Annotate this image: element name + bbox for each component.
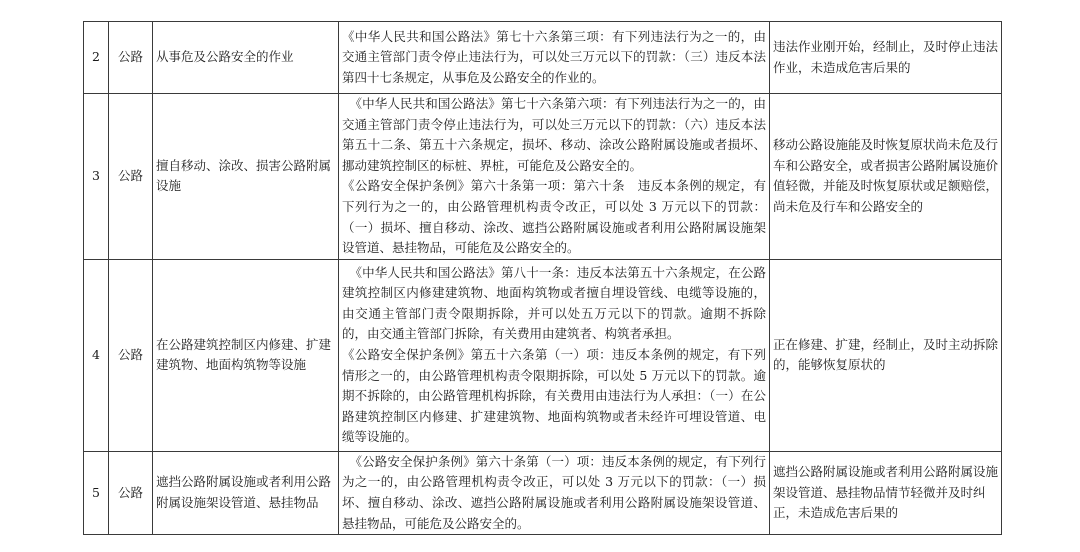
violation-item-cell: 擅自移动、涂改、损害公路附属设施 — [153, 94, 339, 260]
exemption-condition-cell: 正在修建、扩建，经制止，及时主动拆除的，能够恢复原状的 — [770, 259, 1002, 451]
legal-basis-paragraph: 《中华人民共和国公路法》第七十六条第六项：有下列违法行为之一的，由交通主管部门责令停止违法行为，可以处三万元以下的罚款：（六）违反本法第五十二条、第五十六条规定，损坏、移动、涂改公路附属设施或者损坏、挪动建筑控制区的标桩、界桩，可能危及公路安全的。 — [342, 96, 766, 173]
legal-basis-paragraph: 《中华人民共和国公路法》第八十一条：违反本法第五十六条规定，在公路建筑控制区内修建建筑物、地面构筑物或者擅自埋设管线、电缆等设施的，由交通主管部门责令限期拆除，并可以处五万元以下的罚款。逾期不拆除的，由交通主管部门拆除，有关费用由建筑者、构筑者承担。 — [342, 264, 766, 342]
exemption-condition-cell: 违法作业刚开始，经制止，及时停止违法作业，未造成危害后果的 — [770, 22, 1002, 94]
legal-basis-cell — [339, 451, 770, 534]
table-row — [84, 94, 1002, 260]
table-row — [84, 451, 1002, 534]
legal-basis-paragraph: 《公路安全保护条例》第六十条第（一）项：违反本条例的规定，有下列行为之一的，由公路管理机构责令改正，可以处 3 万元以下的罚款：（一）损坏、擅自移动、涂改、遮挡公路附属设施或者利用公路附属设施架设管道、悬挂物品，可能危及公路安全的。 — [342, 453, 766, 531]
category-cell: 公路 — [109, 22, 153, 94]
row-number: 2 — [84, 22, 109, 94]
table-row — [84, 22, 1002, 94]
legal-basis-cell — [339, 22, 770, 94]
row-number: 5 — [84, 451, 109, 534]
exemption-condition-cell: 移动公路设施能及时恢复原状尚未危及行车和公路安全，或者损害公路附属设施价值轻微，并能及时恢复原状或足额赔偿，尚未危及行车和公路安全的 — [770, 94, 1002, 260]
legal-basis-cell — [339, 94, 770, 260]
penalty-exemption-table — [83, 21, 1002, 535]
legal-basis-cell — [339, 259, 770, 451]
legal-basis-paragraph: 《公路安全保护条例》第五十六条第（一）项：违反本条例的规定，有下列情形之一的，由公路管理机构责令限期拆除，可以处 5 万元以下的罚款。逾期不拆除的，由公路管理机构拆除，有关费用由违法行为人承担：（一）在公路建筑控制区内修建、扩建建筑物、地面构筑物或者未经许可埋设管道、电缆等设施的。 — [342, 346, 766, 445]
violation-item-cell: 在公路建筑控制区内修建、扩建建筑物、地面构筑物等设施 — [153, 259, 339, 451]
row-number: 3 — [84, 94, 109, 260]
table-row — [84, 259, 1002, 451]
violation-item-cell: 从事危及公路安全的作业 — [153, 22, 339, 94]
exemption-condition-cell: 遮挡公路附属设施或者利用公路附属设施架设管道、悬挂物品情节轻微并及时纠正，未造成危害后果的 — [770, 451, 1002, 534]
legal-basis-paragraph: 《公路安全保护条例》第六十条第一项：第六十条 违反本条例的规定，有下列行为之一的，由公路管理机构责令改正，可以处 3 万元以下的罚款：（一）损坏、擅自移动、涂改、遮挡公路附属设施或者利用公路附属设施架设管道、悬挂物品，可能危及公路安全的。 — [342, 178, 766, 256]
legal-basis-paragraph: 《中华人民共和国公路法》第七十六条第三项：有下列违法行为之一的，由交通主管部门责令停止违法行为，可以处三万元以下的罚款：（三）违反本法第四十七条规定，从事危及公路安全的作业的。 — [342, 28, 766, 85]
category-cell: 公路 — [109, 259, 153, 451]
category-cell: 公路 — [109, 451, 153, 534]
row-number: 4 — [84, 259, 109, 451]
category-cell: 公路 — [109, 94, 153, 260]
violation-item-cell: 遮挡公路附属设施或者利用公路附属设施架设管道、悬挂物品 — [153, 451, 339, 534]
